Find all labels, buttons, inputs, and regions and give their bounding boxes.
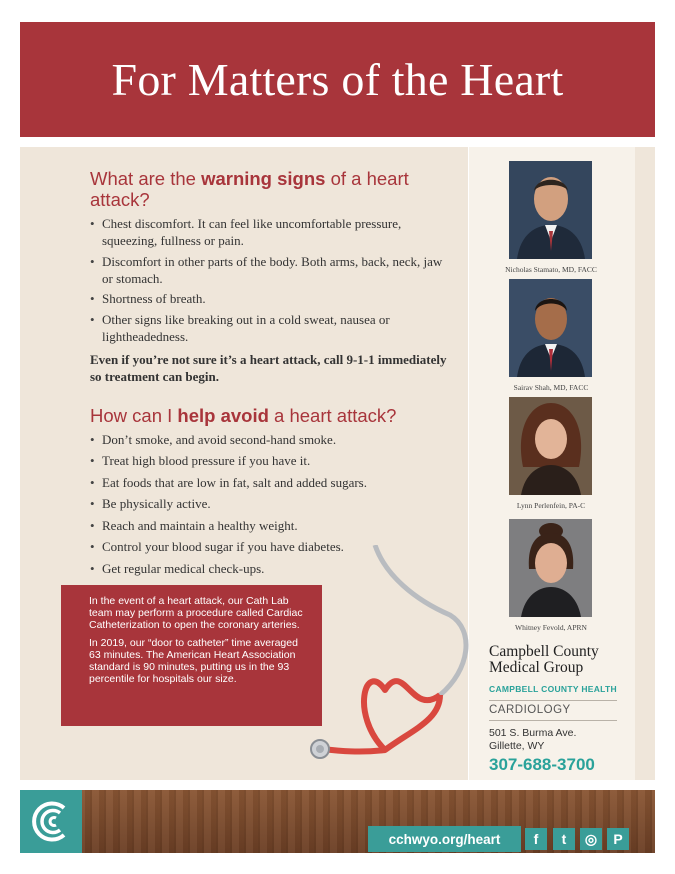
right-strip (635, 147, 655, 780)
list-item: • Shortness of breath. (90, 290, 450, 307)
address: 501 S. Burma Ave. Gillette, WY (489, 727, 577, 752)
cath-lab-infobox (61, 585, 322, 726)
call-911-callout: Even if you’re not sure it’s a heart attack, call 9-1-1 immediately so treatment can begin. (90, 351, 447, 384)
pinterest-icon[interactable]: P (607, 828, 629, 850)
provider-name: Lynn Perlenfein, PA-C (516, 501, 586, 510)
department-label: CARDIOLOGY (489, 704, 571, 716)
list-item: • Control your blood sugar if you have diabetes. (90, 538, 450, 555)
provider-photo-stamato (509, 161, 592, 259)
provider-photo-perlenfein (509, 397, 592, 495)
website-link[interactable]: cchwyo.org/heart (368, 826, 521, 852)
provider-photo-fevold (509, 519, 592, 617)
infobox-paragraph: In the event of a heart attack, our Cath Lab team may perform a procedure called Cardiac Catheterization to open the coronary arteries. (89, 595, 303, 631)
infobox-paragraph: In 2019, our “door to catheter” time averaged 63 minutes. The American Heart Association standard is 90 minutes, putting us in the 93 percentile for hospitals our size. (89, 637, 298, 685)
list-item: • Other signs like breaking out in a cold sweat, nausea or lightheadedness. (90, 311, 450, 345)
org-name: Campbell County Medical Group (489, 643, 599, 676)
cch-logo (20, 790, 82, 853)
main-content (90, 168, 450, 603)
warning-heading: What are the warning signs of a heart attack? (90, 168, 409, 210)
twitter-icon[interactable]: t (553, 828, 575, 850)
list-item: • Eat foods that are low in fat, salt and added sugars. (90, 474, 450, 491)
org-health-label: CAMPBELL COUNTY HEALTH (489, 684, 617, 694)
provider-name: Whitney Fevold, APRN (515, 623, 587, 632)
list-item: • Reach and maintain a healthy weight. (90, 517, 450, 534)
avoid-heading: How can I help avoid a heart attack? (90, 404, 397, 426)
provider-photo-shah (509, 279, 592, 377)
list-item: • Be physically active. (90, 495, 450, 512)
divider (489, 700, 617, 701)
list-item: • Discomfort in other parts of the body. Both arms, back, neck, jaw or stomach. (90, 253, 450, 287)
provider-name: Sairav Shah, MD, FACC (513, 383, 589, 392)
list-item: • Get regular medical check-ups. (90, 560, 450, 577)
provider-name: Nicholas Stamato, MD, FACC (505, 265, 597, 274)
list-item: • Treat high blood pressure if you have it. (90, 452, 450, 469)
list-item: • Don’t smoke, and avoid second-hand smoke. (90, 431, 450, 448)
header-banner (20, 22, 655, 137)
warning-list (90, 215, 450, 345)
stethoscope-heart-illustration (300, 545, 475, 780)
facebook-icon[interactable]: f (525, 828, 547, 850)
list-item: • Chest discomfort. It can feel like uncomfortable pressure, squeezing, fullness or pain. (90, 215, 450, 249)
phone-number: 307-688-3700 (489, 755, 595, 774)
divider (489, 720, 617, 721)
page-title: For Matters of the Heart (111, 54, 564, 105)
cch-logo-icon (20, 790, 82, 853)
instagram-icon[interactable]: ◎ (580, 828, 602, 850)
